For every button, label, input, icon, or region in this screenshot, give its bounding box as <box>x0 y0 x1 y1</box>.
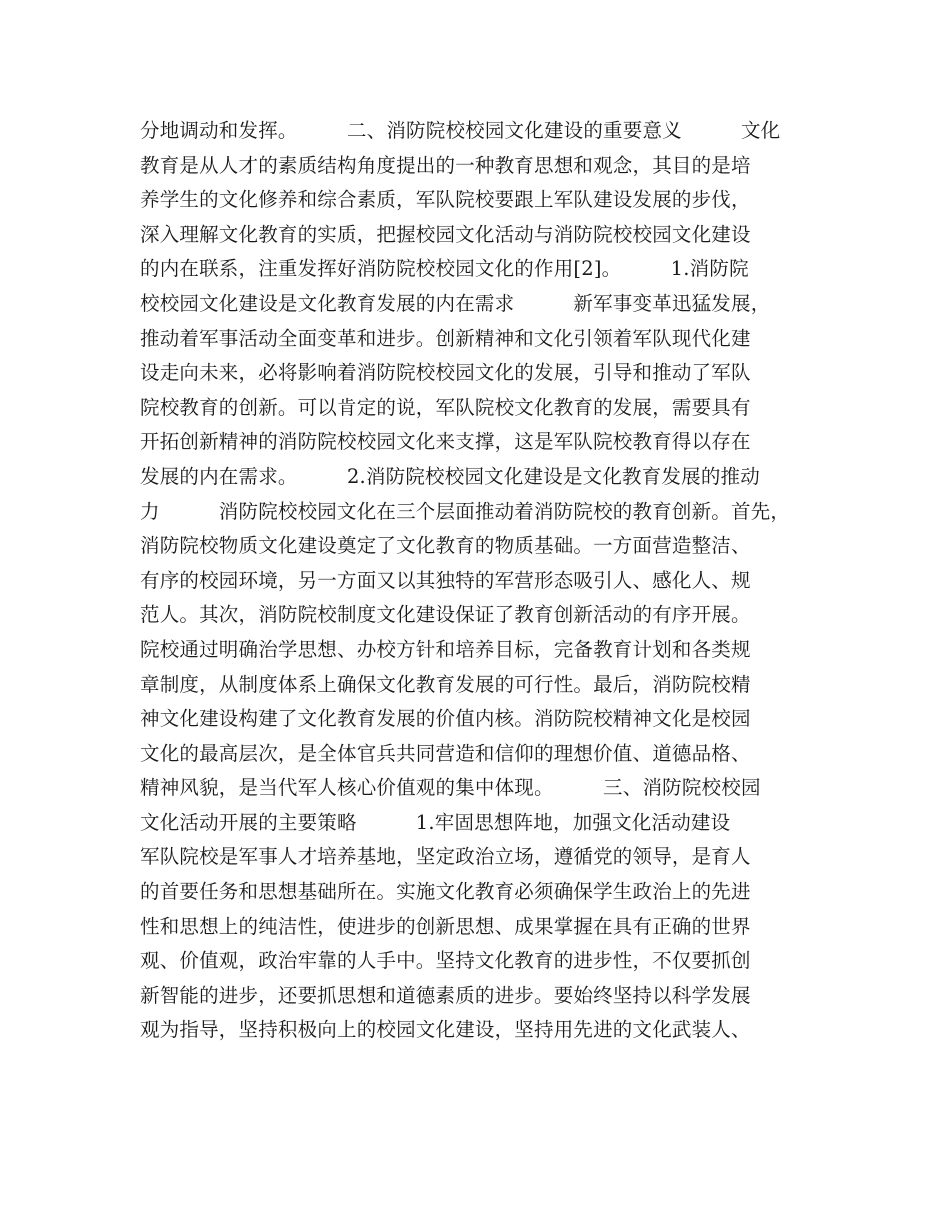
text-line: 设走向未来，必将影响着消防院校校园文化的发展，引导和推动了军队 <box>140 361 751 385</box>
text-line: 精神风貌，是当代军人核心价值观的集中体现。 三、消防院校校园 <box>140 776 761 800</box>
text-line: 分地调动和发挥。 二、消防院校校园文化建设的重要意义 文化 <box>140 119 781 142</box>
text-line: 深入理解文化教育的实质，把握校园文化活动与消防院校校园文化建设 <box>140 222 751 246</box>
text-line: 消防院校物质文化建设奠定了文化教育的物质基础。一方面营造整洁、 <box>140 534 751 558</box>
text-line: 范人。其次，消防院校制度文化建设保证了教育创新活动的有序开展。 <box>140 603 751 627</box>
text-line: 院校通过明确治学思想、办校方针和培养目标，完备教育计划和各类规 <box>140 637 751 661</box>
text-line: 的首要任务和思想基础所在。实施文化教育必须确保学生政治上的先进 <box>140 880 751 904</box>
text-line: 力 消防院校校园文化在三个层面推动着消防院校的教育创新。首先， <box>140 499 791 523</box>
text-line: 观、价值观，政治牢靠的人手中。坚持文化教育的进步性，不仅要抓创 <box>140 949 751 973</box>
text-line: 院校教育的创新。可以肯定的说，军队院校文化教育的发展，需要具有 <box>140 395 751 419</box>
text-line: 推动着军事活动全面变革和进步。创新精神和文化引领着军队现代化建 <box>140 326 751 350</box>
text-line: 养学生的文化修养和综合素质，军队院校要跟上军队建设发展的步伐， <box>140 188 751 212</box>
text-line: 文化的最高层次，是全体官兵共同营造和信仰的理想价值、道德品格、 <box>140 741 751 765</box>
text-line: 教育是从人才的素质结构角度提出的一种教育思想和观念，其目的是培 <box>140 153 751 177</box>
text-line: 发展的内在需求。 2.消防院校校园文化建设是文化教育发展的推动 <box>140 464 760 488</box>
text-line: 校校园文化建设是文化教育发展的内在需求 新军事变革迅猛发展， <box>140 291 771 315</box>
body-text <box>140 114 820 1048</box>
text-line: 开拓创新精神的消防院校校园文化来支撑，这是军队院校教育得以存在 <box>140 430 751 454</box>
text-line: 性和思想上的纯洁性，使进步的创新思想、成果掌握在具有正确的世界 <box>140 914 751 938</box>
text-line: 文化活动开展的主要策略 1.牢固思想阵地，加强文化活动建设 <box>140 810 731 834</box>
text-line: 有序的校园环境，另一方面又以其独特的军营形态吸引人、感化人、规 <box>140 568 751 592</box>
text-line: 观为指导，坚持积极向上的校园文化建设，坚持用先进的文化武装人、 <box>140 1018 751 1042</box>
text-line: 章制度，从制度体系上确保文化教育发展的可行性。最后，消防院校精 <box>140 672 751 696</box>
text-line: 的内在联系，注重发挥好消防院校校园文化的作用[2]。 1.消防院 <box>140 257 749 281</box>
text-line: 军队院校是军事人才培养基地，坚定政治立场，遵循党的领导，是育人 <box>140 845 751 869</box>
text-line: 神文化建设构建了文化教育发展的价值内核。消防院校精神文化是校园 <box>140 707 751 731</box>
text-line: 新智能的进步，还要抓思想和道德素质的进步。要始终坚持以科学发展 <box>140 983 751 1007</box>
